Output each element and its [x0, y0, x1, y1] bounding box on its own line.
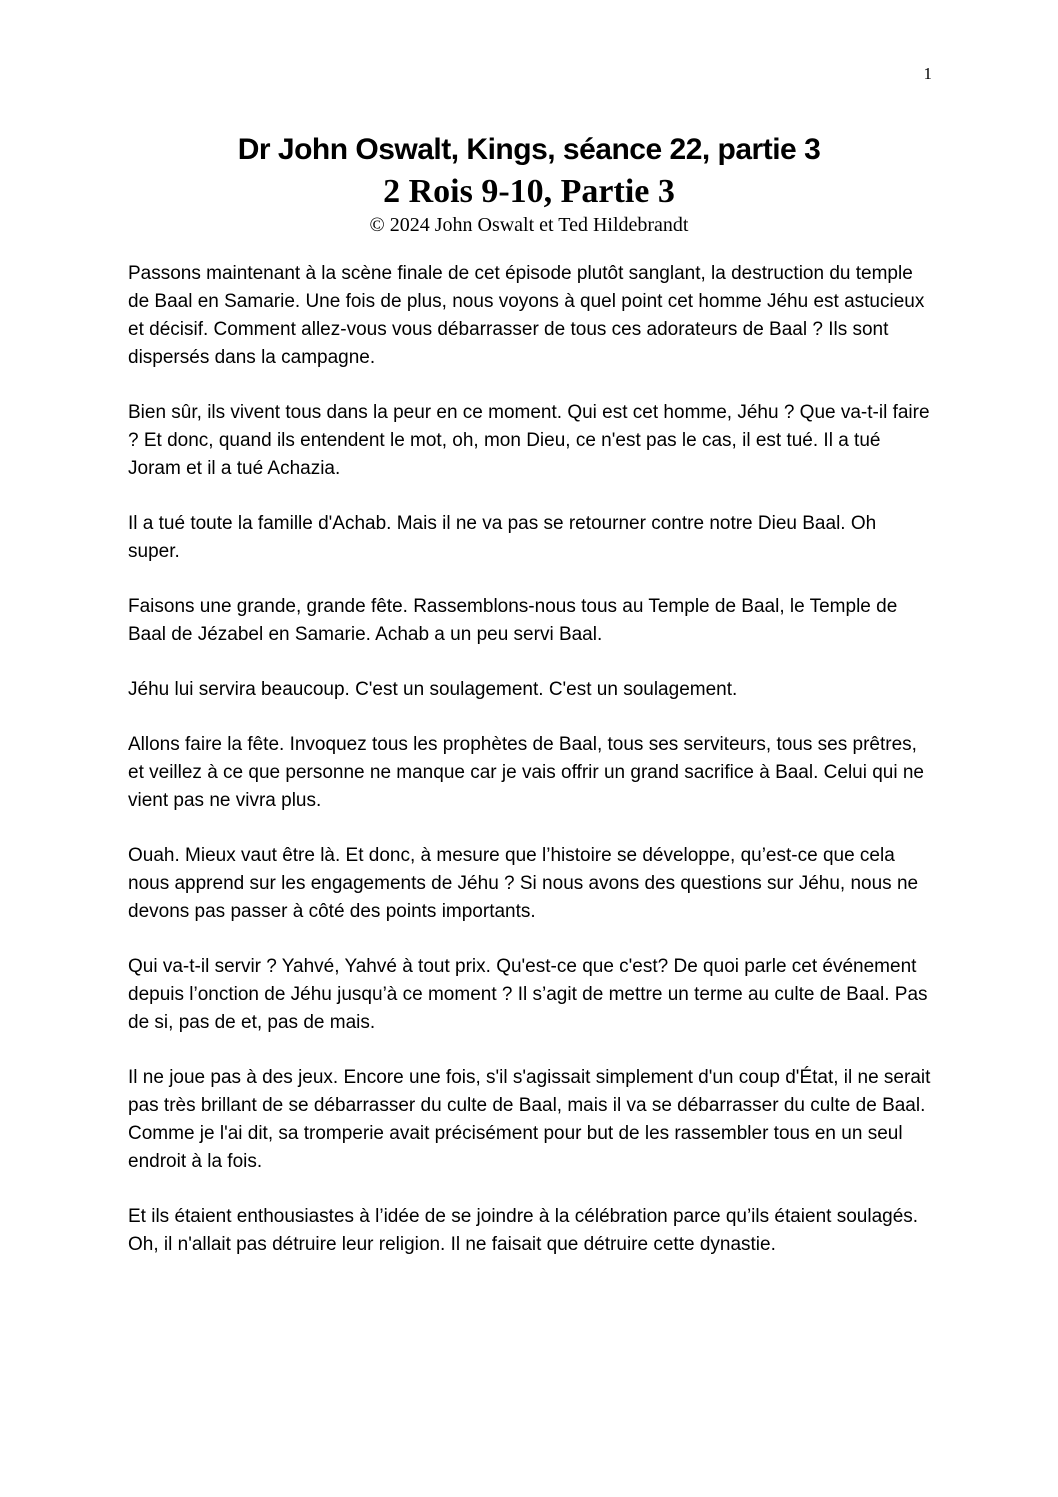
page-number: 1	[923, 64, 932, 83]
paragraph: Qui va-t-il servir ? Yahvé, Yahvé à tout prix. Qu'est-ce que c'est? De quoi parle cet événement depuis l’onction de Jéhu jusqu’à ce moment ? Il s’agit de mettre un terme au culte de Baal. Pas de si, pas de et, pas de mais.	[128, 956, 928, 1033]
paragraph: Et ils étaient enthousiastes à l’idée de se joindre à la célébration parce qu’ils étaient soulagés. Oh, il n'allait pas détruire leur religion. Il ne faisait que détruire cette dynastie.	[128, 1206, 919, 1255]
paragraph: Bien sûr, ils vivent tous dans la peur en ce moment. Qui est cet homme, Jéhu ? Que va-t-il faire ? Et donc, quand ils entendent le mot, oh, mon Dieu, ce n'est pas le cas, il est tué. Il a tué Joram et il a tué Achazia.	[128, 402, 930, 479]
paragraph: Faisons une grande, grande fête. Rassemblons-nous tous au Temple de Baal, le Temple de Baal de Jézabel en Samarie. Achab a un peu servi Baal.	[128, 596, 898, 645]
document-body	[128, 260, 933, 1286]
document-subtitle: 2 Rois 9-10, Partie 3	[383, 173, 675, 210]
paragraph: Jéhu lui servira beaucoup. C'est un soulagement. C'est un soulagement.	[128, 679, 738, 700]
copyright-line: © 2024 John Oswalt et Ted Hildebrandt	[369, 214, 689, 236]
paragraph: Il ne joue pas à des jeux. Encore une fois, s'il s'agissait simplement d'un coup d'État, il ne serait pas très brillant de se débarrasser du culte de Baal, mais il va se débarrasser du culte de Baal. Comme je l'ai dit, sa tromperie avait précisément pour but de les rassembler tous en un seul endroit à la fois.	[128, 1067, 931, 1172]
paragraph: Passons maintenant à la scène finale de cet épisode plutôt sanglant, la destruction du temple de Baal en Samarie. Une fois de plus, nous voyons à quel point cet homme Jéhu est astucieux et décisif. Comment allez-vous vous débarrasser de tous ces adorateurs de Baal ? Ils sont dispersés dans la campagne.	[128, 263, 925, 368]
paragraph: Il a tué toute la famille d'Achab. Mais il ne va pas se retourner contre notre Dieu Baal. Oh super.	[128, 513, 877, 562]
paragraph: Ouah. Mieux vaut être là. Et donc, à mesure que l’histoire se développe, qu’est-ce que cela nous apprend sur les engagements de Jéhu ? Si nous avons des questions sur Jéhu, nous ne devons pas passer à côté des points importants.	[128, 845, 919, 922]
document-title: Dr John Oswalt, Kings, séance 22, partie 3	[237, 133, 821, 166]
paragraph: Allons faire la fête. Invoquez tous les prophètes de Baal, tous ses serviteurs, tous ses prêtres, et veillez à ce que personne ne manque car je vais offrir un grand sacrifice à Baal. Celui qui ne vient pas ne vivra plus.	[128, 734, 924, 811]
